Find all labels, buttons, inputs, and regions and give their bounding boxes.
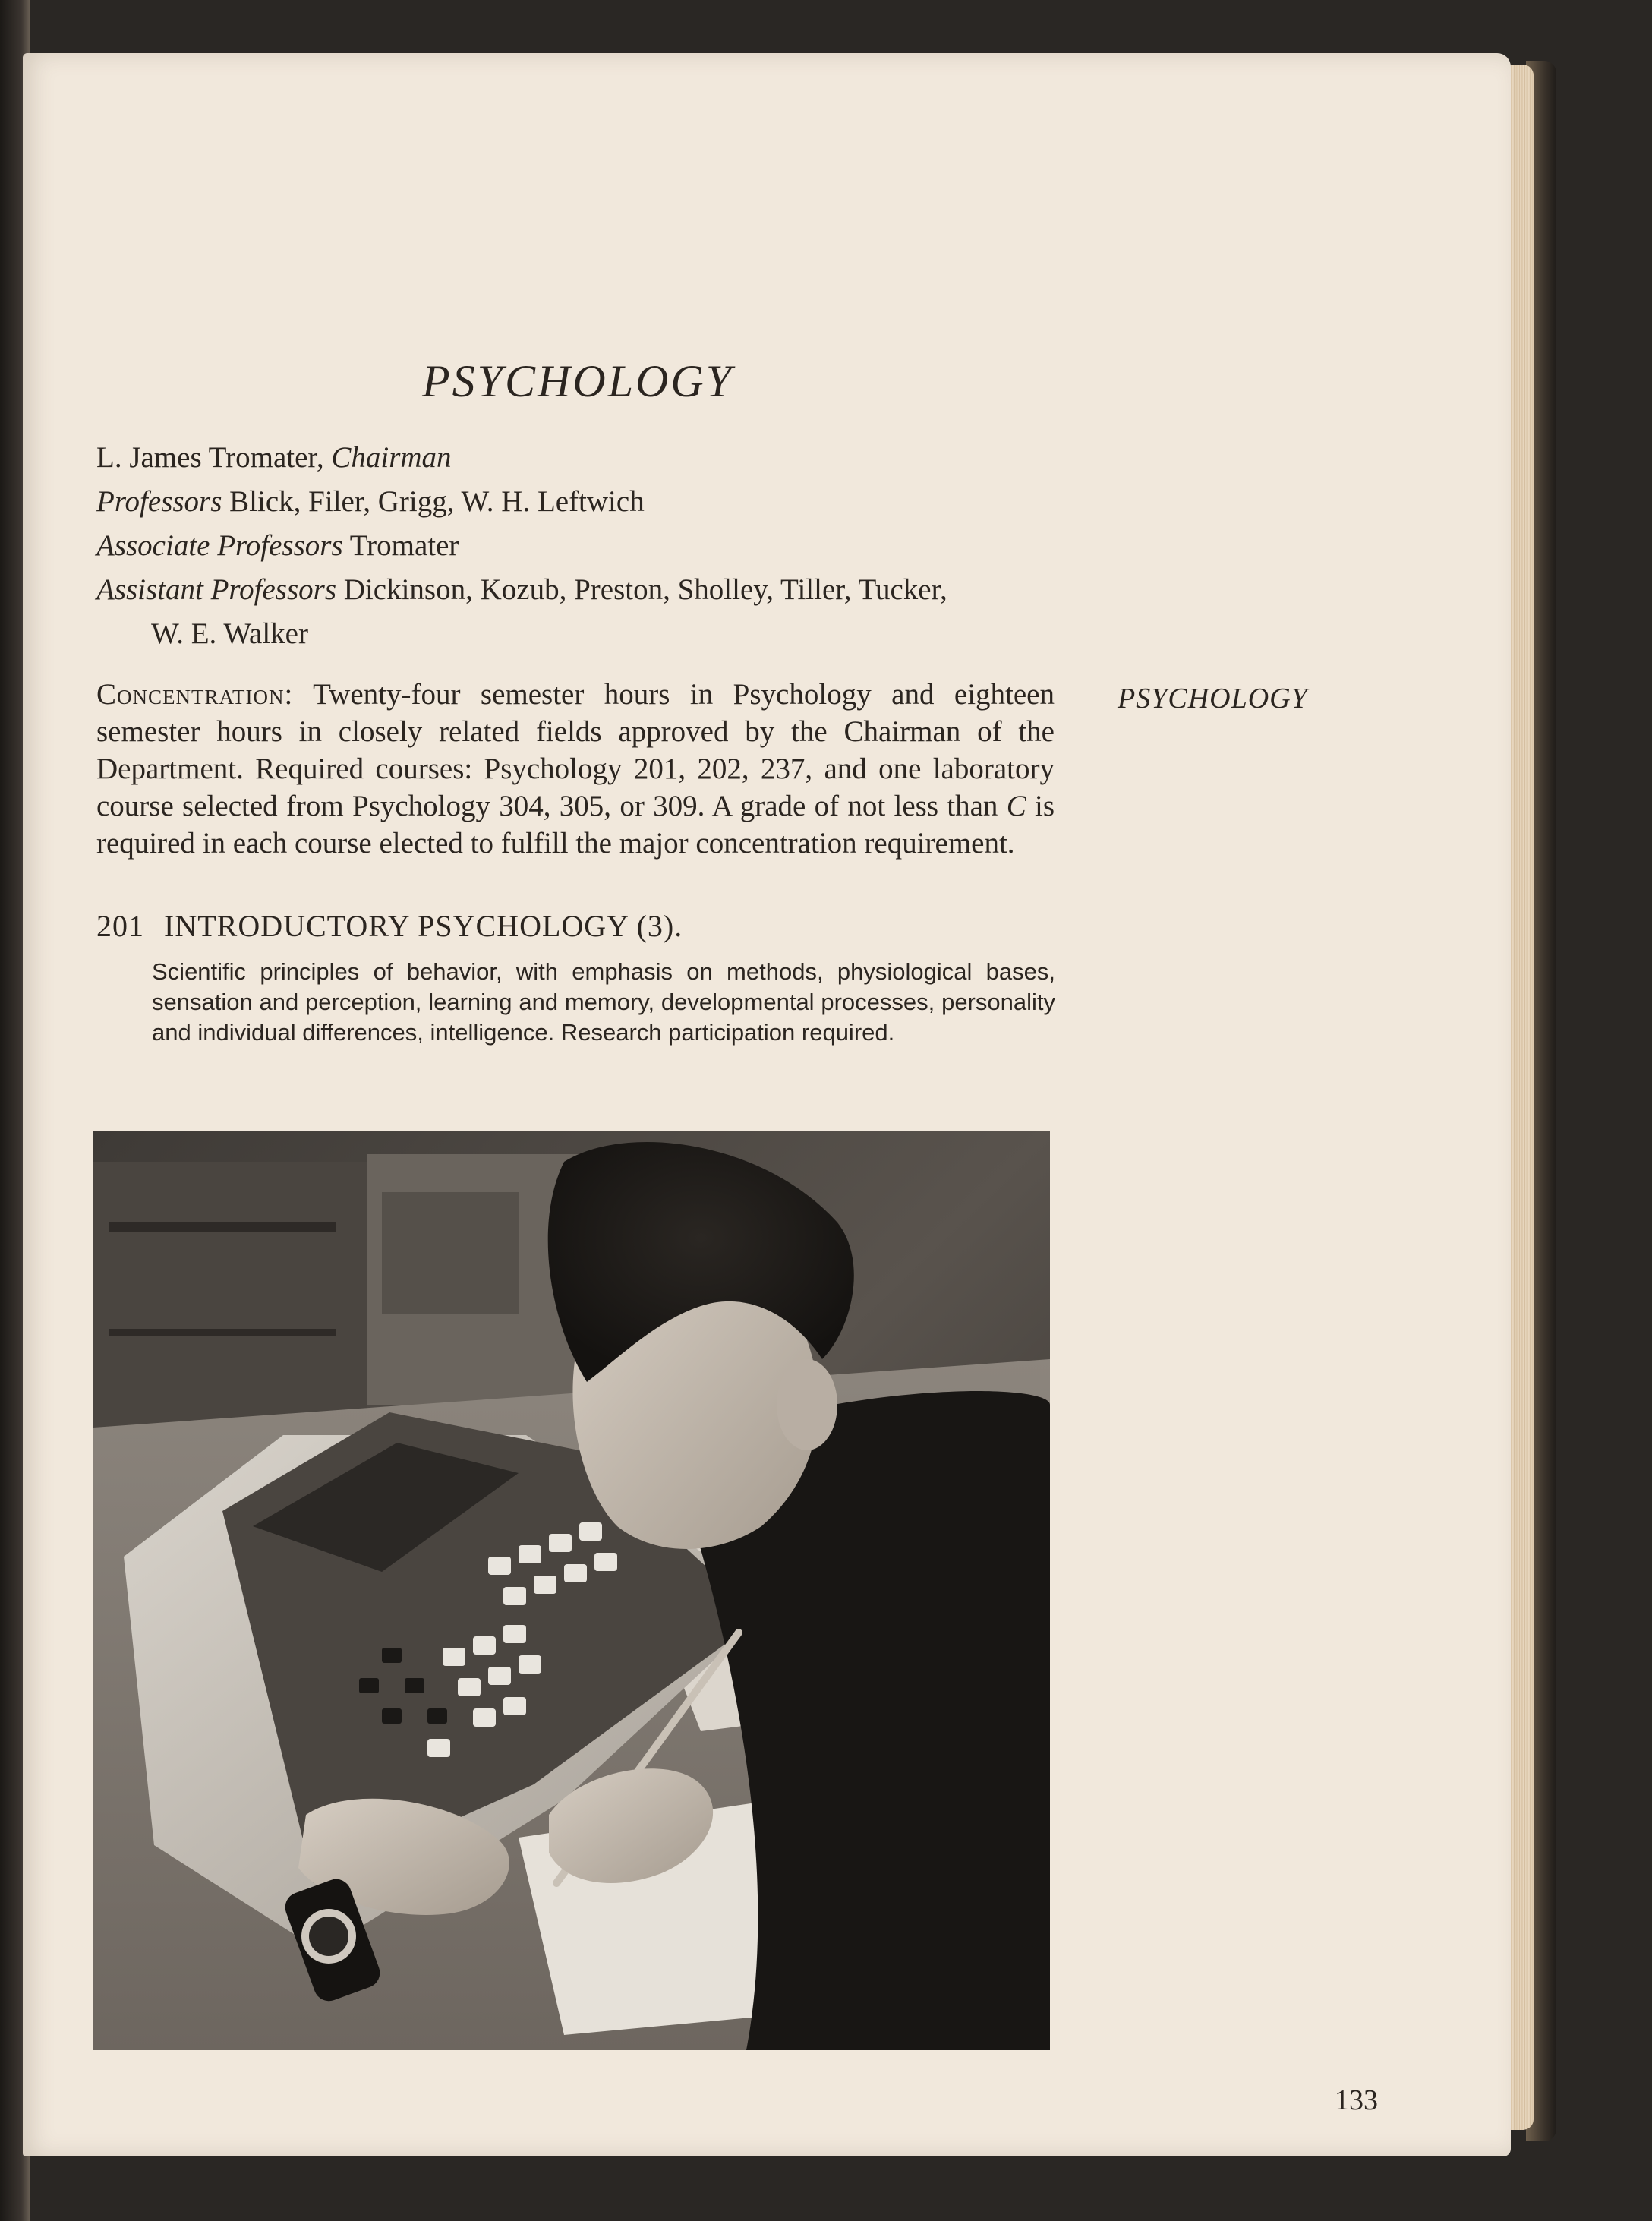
faculty-professors	[96, 480, 1068, 524]
concentration-grade: C	[1006, 790, 1026, 822]
assistant-names-cont: W. E. Walker	[151, 617, 308, 650]
margin-heading: PSYCHOLOGY	[1118, 683, 1308, 715]
associate-names: Tromater	[349, 529, 459, 562]
page-number: 133	[1335, 2084, 1378, 2116]
concentration-paragraph	[96, 676, 1055, 862]
assistant-label: Assistant Professors	[96, 573, 337, 606]
course-number: 201	[96, 909, 144, 943]
concentration-label: Concentration:	[96, 678, 294, 711]
faculty-list	[96, 436, 1068, 656]
faculty-chairman	[96, 436, 1068, 480]
course-heading	[96, 908, 683, 944]
photograph-student-calculator	[93, 1131, 1050, 2050]
professors-names: Blick, Filer, Grigg, W. H. Leftwich	[229, 485, 645, 518]
concentration-text-1: Twenty-four semester hours in Psychology and eighteen semester hours in closely related fields approved by the Chairman of the Department. Required courses: Psychology 201, 202, 237, and one laboratory course selected from Psychology 304, 305, or 309. A grade of not less than	[96, 678, 1055, 822]
faculty-assistant-cont	[96, 612, 1068, 656]
faculty-assistant	[96, 568, 1068, 612]
associate-label: Associate Professors	[96, 529, 343, 562]
course-title: INTRODUCTORY PSYCHOLOGY (3).	[164, 909, 683, 943]
assistant-names: Dickinson, Kozub, Preston, Sholley, Tiller, Tucker,	[343, 573, 947, 606]
concentration-text-2: is required in each course elected to fulfill the major concentration requirement.	[96, 790, 1055, 860]
page-title: PSYCHOLOGY	[422, 356, 734, 406]
book-page	[23, 53, 1511, 2156]
faculty-associate	[96, 524, 1068, 568]
course-description: Scientific principles of behavior, with emphasis on methods, physiological bases, sensation and perception, learning and memory, developmental processes, personality and individual differences, intelligence. Research participation required.	[152, 958, 1055, 1046]
chairman-title: Chairman	[331, 441, 452, 474]
professors-label: Professors	[96, 485, 222, 518]
chairman-name: L. James Tromater,	[96, 441, 324, 474]
